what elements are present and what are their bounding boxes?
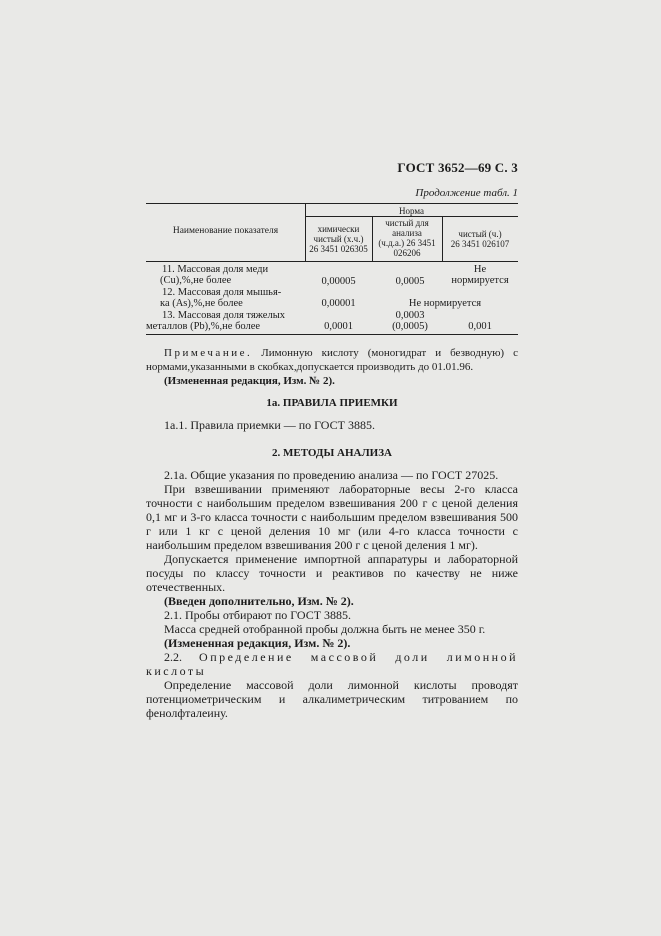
note-edition: (Измененная редакция, Изм. № 2). <box>164 375 335 387</box>
table-cell: (0,0005) <box>392 321 428 332</box>
table-cell: 0,00005 <box>321 276 356 287</box>
column-header-name: Наименование показателя <box>172 226 279 236</box>
paragraph: Допускается применение импортной аппаратуры и лабораторной посуды по классу точности и реактивов по качеству не ниже отечественных. <box>146 552 518 594</box>
grade-header <box>442 229 518 249</box>
grade-line: 26 3451 026107 <box>450 239 510 249</box>
table-row-name: 11. Массовая доля меди <box>162 264 269 275</box>
grade-line: чистый (ч.) <box>458 229 502 239</box>
table-cell: Не <box>473 264 487 275</box>
table-continuation-label: Продолжение табл. 1 <box>415 187 518 199</box>
section-1a-body <box>146 418 518 432</box>
table-cell-span: Не нормируется <box>408 298 482 309</box>
note-text: Лимонную кислоту (моногидрат и безводную) с нормами,указанными в скобках,допускается производить до 01.01.96. <box>146 347 518 373</box>
table-cell: 0,0005 <box>395 276 425 287</box>
table-row-name: ка (As),%,не более <box>160 298 243 309</box>
table-note <box>146 346 518 388</box>
table-row-name: 13. Массовая доля тяжелых <box>162 310 286 321</box>
paragraph: (Измененная редакция, Изм. № 2). <box>164 636 351 650</box>
table-cell: 0,0001 <box>324 321 353 332</box>
grade-line: 026206 <box>393 248 421 258</box>
grade-line: чистый (х.ч.) <box>313 234 364 244</box>
section-2-body <box>146 468 518 720</box>
table-row-name: (Cu),%,не более <box>160 275 232 286</box>
paragraph: Масса средней отобранной пробы должна быть не менее 350 г. <box>164 622 486 636</box>
grade-line: чистый для <box>385 218 429 228</box>
table-row-name: металлов (Pb),%,не более <box>146 321 261 332</box>
norm-header-rule <box>305 216 518 217</box>
grade-header <box>305 224 372 254</box>
grade-header <box>372 218 442 258</box>
paragraph: (Введен дополнительно, Изм. № 2). <box>164 594 354 608</box>
note-label: Примечание. <box>164 347 253 359</box>
table-row-name: 12. Массовая доля мышья- <box>162 287 282 298</box>
table-bottom-rule <box>146 334 518 335</box>
paragraph: 2.1. Пробы отбирают по ГОСТ 3885. <box>164 608 352 622</box>
paragraph: 2.1а. Общие указания по проведению анализа — по ГОСТ 27025. <box>164 468 499 482</box>
paragraph: При взвешивании применяют лабораторные весы 2-го класса точности с наибольшим пределом взвешивания 200 г с ценой деления 0,1 мг и 3-го класса точности с наибольшим пределом взвешивания 500 г или 1 кг с ценой деления 10 мг (или 4-го класса точности с наибольшим пределом взвешивания 200 г с ценой деления 1 мг). <box>146 482 518 552</box>
table-cell: нормируется <box>451 275 509 286</box>
table-cell: 0,0003 <box>395 310 425 321</box>
table-top-rule <box>146 203 518 204</box>
table-cell: 0,00001 <box>321 298 356 309</box>
table-header-rule <box>146 261 518 262</box>
page-header: ГОСТ 3652—69 С. 3 <box>397 160 518 175</box>
table-cell: 0,001 <box>468 321 492 332</box>
paragraph-heading: Определение массовой доли лимонной кислоты <box>146 650 518 678</box>
grade-line: (ч.д.а.) 26 3451 <box>378 238 436 248</box>
section-title: 1а. ПРАВИЛА ПРИЕМКИ <box>266 397 398 409</box>
section-title: 2. МЕТОДЫ АНАЛИЗА <box>272 447 392 459</box>
grade-line: 26 3451 026305 <box>309 244 368 254</box>
paragraph: Определение массовой доли лимонной кислоты проводят потенциометрическим и алкалиметрическим титрованием по фенолфталеину. <box>146 678 518 720</box>
paragraph: 1а.1. Правила приемки — по ГОСТ 3885. <box>164 418 375 432</box>
column-header-norm: Норма <box>399 206 424 216</box>
grade-line: анализа <box>392 228 422 238</box>
paragraph-number: 2.2. <box>164 650 182 664</box>
grade-line: химически <box>317 224 360 234</box>
